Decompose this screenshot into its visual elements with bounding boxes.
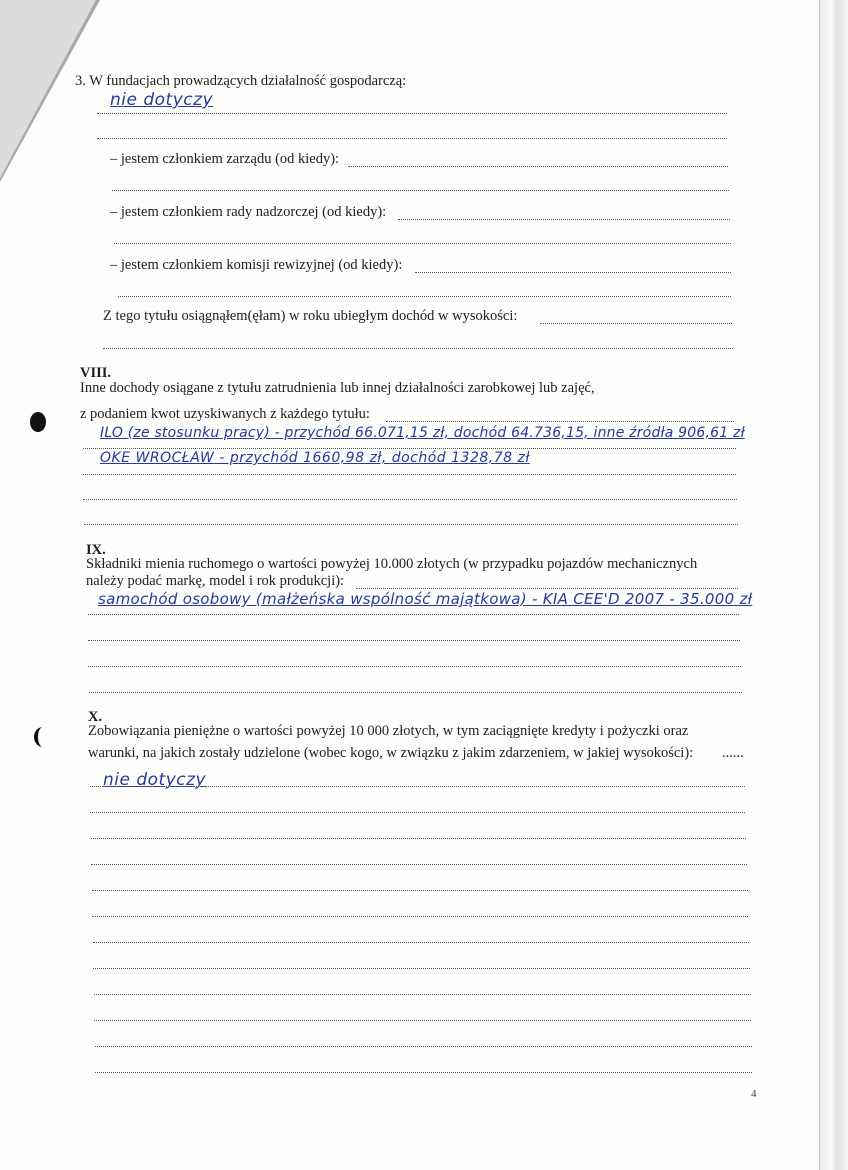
section-viii-handwritten-answer-2: OKE WROCŁAW - przychód 1660,98 zł, dochód 1328,78 zł: [100, 450, 530, 466]
answer-line: [84, 524, 738, 525]
answer-line: [93, 942, 749, 943]
answer-line: [88, 640, 740, 641]
answer-line: [83, 474, 736, 475]
answer-line: [94, 994, 751, 995]
section-x-handwritten-answer: nie dotyczy: [103, 770, 207, 790]
answer-line: [83, 499, 737, 500]
answer-line: [348, 166, 728, 167]
answer-line: [91, 838, 746, 839]
answer-line: [83, 448, 736, 449]
answer-line: [97, 138, 727, 139]
answer-line: [90, 812, 745, 813]
section-ix-numeral: IX.: [86, 542, 106, 558]
section-3-handwritten-answer: nie dotyczy: [110, 90, 214, 110]
answer-line: [103, 348, 733, 349]
answer-line: [95, 1046, 752, 1047]
page-number: 4: [751, 1088, 757, 1100]
section-viii-numeral: VIII.: [80, 365, 112, 381]
section-viii-text-line1: Inne dochody osiągane z tytułu zatrudnienia lub innej działalności zarobkowej lub zajęć,: [80, 380, 595, 396]
audit-committee-label: – jestem członkiem komisji rewizyjnej (od kiedy):: [110, 257, 403, 273]
answer-line: [398, 219, 730, 220]
section-x-text-line1: Zobowiązania pieniężne o wartości powyżej 10 000 złotych, w tym zaciągnięte kredyty i pożyczki oraz: [88, 723, 689, 739]
answer-line: [92, 890, 748, 891]
section-viii-handwritten-answer-1: ILO (ze stosunku pracy) - przychód 66.071,15 zł, dochód 64.736,15, inne źródła 906,61 zł: [100, 425, 745, 441]
section-3-heading: 3. W fundacjach prowadzących działalność gospodarczą:: [75, 73, 407, 89]
section-ix-text-line1: Składniki mienia ruchomego o wartości powyżej 10.000 złotych (w przypadku pojazdów mechanicznych: [86, 556, 698, 572]
answer-line: [89, 692, 742, 693]
section-x-numeral: X.: [88, 709, 103, 725]
punch-hole: [30, 412, 46, 432]
answer-line: [88, 614, 739, 615]
answer-line: [93, 968, 750, 969]
supervisory-board-label: – jestem członkiem rady nadzorczej (od kiedy):: [110, 204, 387, 220]
answer-line: [112, 190, 729, 191]
answer-line: [356, 588, 738, 589]
answer-line: [114, 243, 731, 244]
answer-line: [91, 864, 747, 865]
section-x-text-line2-dots: ......: [722, 745, 744, 761]
section-ix-text-line2: należy podać markę, model i rok produkcji):: [86, 573, 345, 589]
answer-line: [95, 1072, 752, 1073]
section-ix-handwritten-answer: samochód osobowy (małżeńska wspólność majątkowa) - KIA CEE'D 2007 - 35.000 zł: [98, 590, 753, 608]
answer-line: [92, 916, 748, 917]
stacked-pages-edge: [819, 0, 848, 1170]
answer-line: [118, 296, 731, 297]
answer-line: [415, 272, 731, 273]
answer-line: [90, 786, 745, 787]
answer-line: [88, 666, 741, 667]
answer-line: [386, 421, 734, 422]
income-label: Z tego tytułu osiągnąłem(ęłam) w roku ubiegłym dochód w wysokości:: [103, 308, 518, 324]
answer-line: [540, 323, 732, 324]
punch-hole: [34, 727, 52, 747]
answer-line: [94, 1020, 751, 1021]
board-member-label: – jestem członkiem zarządu (od kiedy):: [110, 151, 340, 167]
answer-line: [97, 113, 727, 114]
section-viii-text-line2: z podaniem kwot uzyskiwanych z każdego tytułu:: [80, 406, 370, 422]
section-x-text-line2: warunki, na jakich zostały udzielone (wobec kogo, w związku z jakim zdarzeniem, w jakiej wysokości):: [88, 745, 694, 761]
